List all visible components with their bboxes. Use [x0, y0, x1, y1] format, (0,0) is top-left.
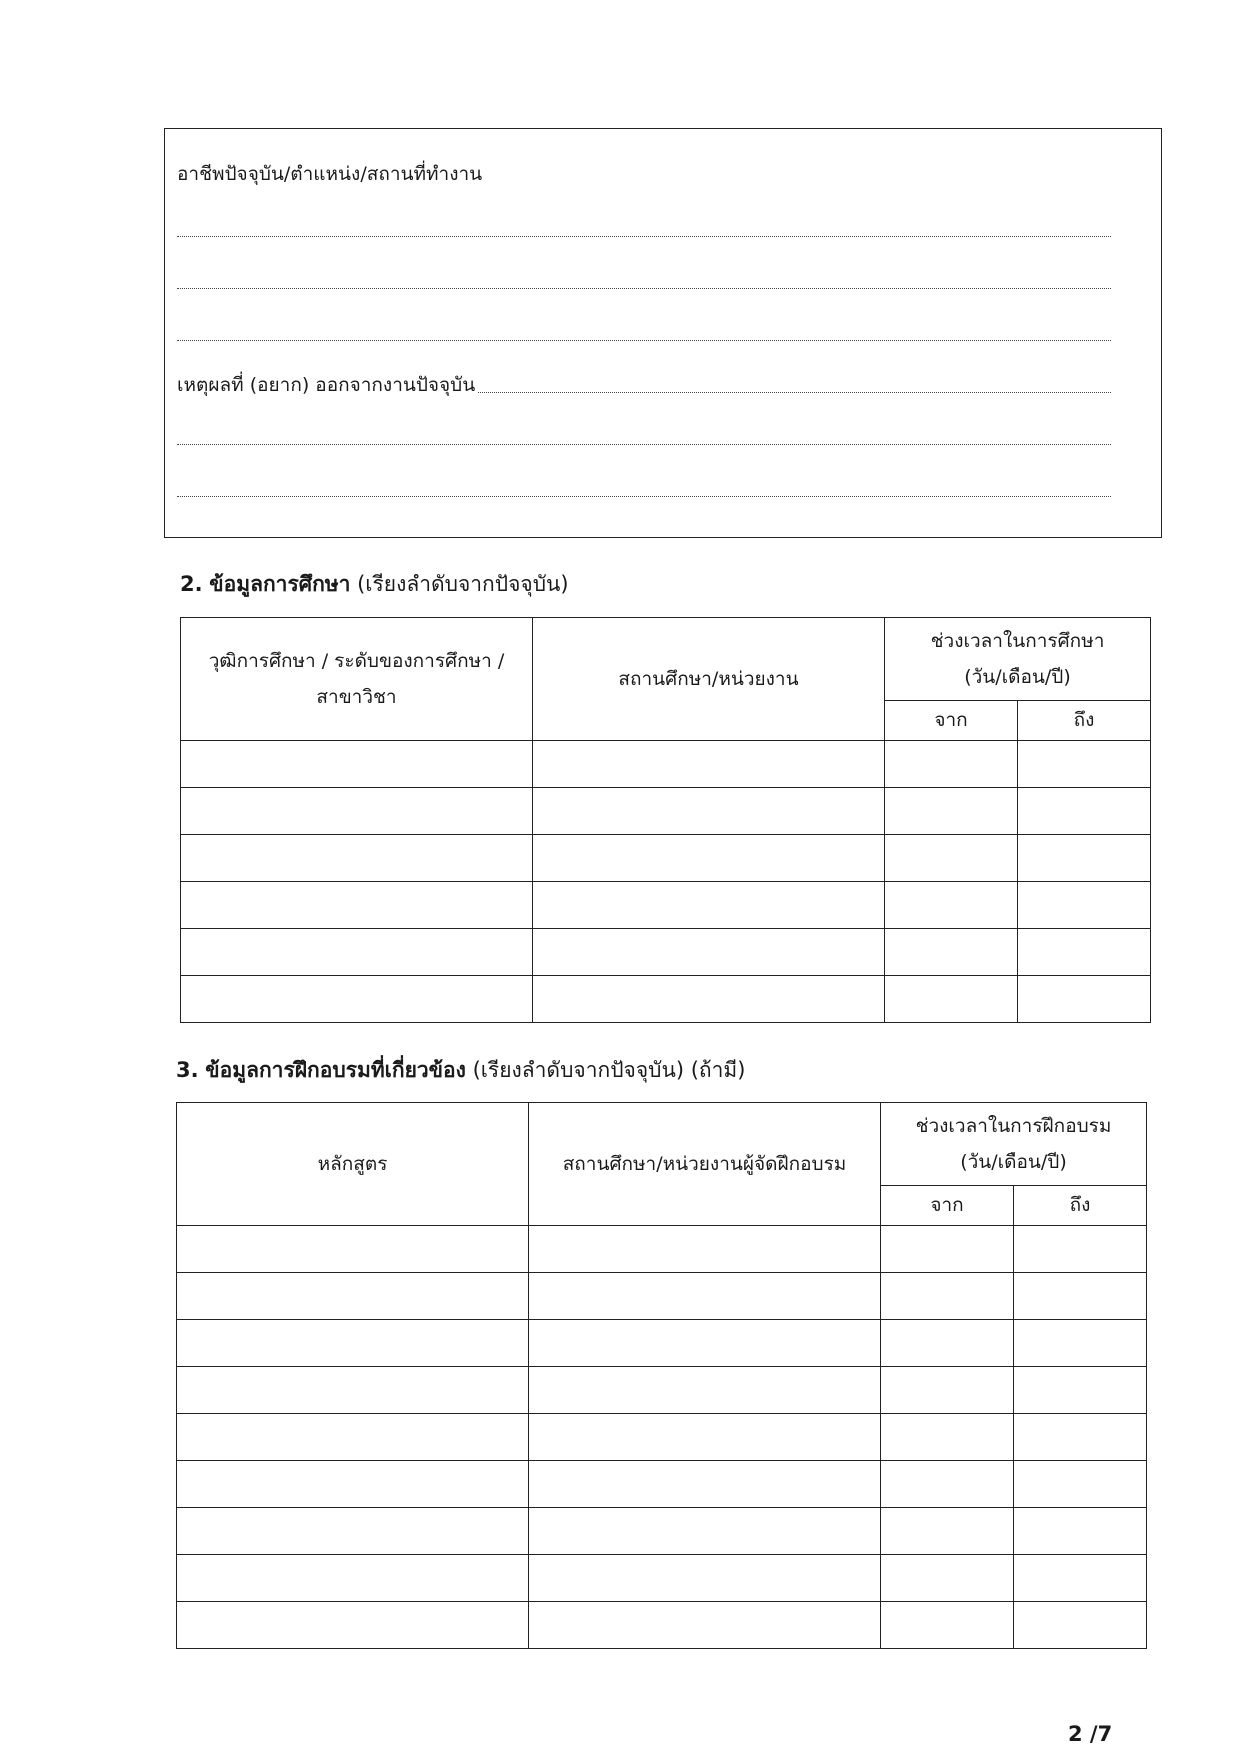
table-cell[interactable]	[533, 929, 885, 976]
table-cell[interactable]	[1014, 1461, 1147, 1508]
table-row	[181, 882, 1151, 929]
table-cell[interactable]	[529, 1602, 881, 1649]
table-cell[interactable]	[1018, 929, 1151, 976]
section-title-note: (เรียงลำดับจากปัจจุบัน)	[350, 572, 569, 596]
table-cell[interactable]	[529, 1414, 881, 1461]
table-cell[interactable]	[881, 1461, 1014, 1508]
from-header: จาก	[881, 1186, 1014, 1226]
table-cell[interactable]	[1014, 1508, 1147, 1555]
table-row	[177, 1273, 1147, 1320]
section-number: 3.	[176, 1058, 199, 1082]
table-cell[interactable]	[1014, 1414, 1147, 1461]
table-cell[interactable]	[885, 835, 1018, 882]
training-section-title	[176, 1054, 745, 1087]
table-row	[177, 1508, 1147, 1555]
to-header: ถึง	[1018, 701, 1151, 741]
table-cell[interactable]	[881, 1414, 1014, 1461]
table-cell[interactable]	[881, 1226, 1014, 1273]
table-row	[177, 1367, 1147, 1414]
degree-header: วุฒิการศึกษา / ระดับของการศึกษา / สาขาวิชา	[181, 618, 533, 741]
table-cell[interactable]	[177, 1320, 529, 1367]
table-cell[interactable]	[1014, 1602, 1147, 1649]
table-cell[interactable]	[1014, 1273, 1147, 1320]
table-cell[interactable]	[529, 1461, 881, 1508]
occupation-label: อาชีพปัจจุบัน/ตำแหน่ง/สถานที่ทำงาน	[177, 159, 484, 189]
reason-line-3[interactable]	[177, 496, 1111, 497]
table-cell[interactable]	[885, 976, 1018, 1023]
table-cell[interactable]	[881, 1602, 1014, 1649]
table-cell[interactable]	[181, 741, 533, 788]
table-cell[interactable]	[181, 882, 533, 929]
from-header: จาก	[885, 701, 1018, 741]
table-cell[interactable]	[885, 788, 1018, 835]
table-cell[interactable]	[181, 835, 533, 882]
table-cell[interactable]	[529, 1273, 881, 1320]
table-row	[181, 788, 1151, 835]
table-cell[interactable]	[1018, 788, 1151, 835]
table-cell[interactable]	[881, 1508, 1014, 1555]
table-cell[interactable]	[533, 882, 885, 929]
period-header	[881, 1103, 1147, 1186]
reason-line-2[interactable]	[177, 444, 1111, 445]
course-header: หลักสูตร	[177, 1103, 529, 1226]
table-cell[interactable]	[533, 741, 885, 788]
table-cell[interactable]	[181, 929, 533, 976]
table-cell[interactable]	[885, 882, 1018, 929]
section-number: 2.	[180, 572, 203, 596]
table-cell[interactable]	[885, 741, 1018, 788]
table-cell[interactable]	[177, 1555, 529, 1602]
table-cell[interactable]	[177, 1602, 529, 1649]
education-section-title	[180, 568, 569, 601]
institution-header: สถานศึกษา/หน่วยงานผู้จัดฝึกอบรม	[529, 1103, 881, 1226]
period-header-line2: (วัน/เดือน/ปี)	[960, 1151, 1067, 1173]
table-cell[interactable]	[529, 1555, 881, 1602]
occupation-line-2[interactable]	[177, 288, 1111, 289]
section-title-note: (เรียงลำดับจากปัจจุบัน) (ถ้ามี)	[465, 1058, 746, 1082]
table-cell[interactable]	[529, 1226, 881, 1273]
page-number: 2 /7	[1068, 1722, 1113, 1746]
training-table	[176, 1102, 1147, 1649]
institution-header: สถานศึกษา/หน่วยงาน	[533, 618, 885, 741]
table-cell[interactable]	[533, 835, 885, 882]
table-cell[interactable]	[177, 1367, 529, 1414]
table-row	[181, 929, 1151, 976]
table-row	[181, 741, 1151, 788]
table-cell[interactable]	[529, 1367, 881, 1414]
section-title-bold: ข้อมูลการศึกษา	[209, 572, 351, 596]
work-info-box	[164, 128, 1162, 538]
occupation-line-3[interactable]	[177, 340, 1111, 341]
period-header-line1: ช่วงเวลาในการศึกษา	[930, 629, 1105, 652]
period-header-line2: (วัน/เดือน/ปี)	[964, 666, 1071, 688]
table-cell[interactable]	[1018, 741, 1151, 788]
table-row	[181, 835, 1151, 882]
occupation-line-1[interactable]	[177, 236, 1111, 237]
table-cell[interactable]	[1014, 1367, 1147, 1414]
table-cell[interactable]	[529, 1508, 881, 1555]
period-header	[885, 618, 1151, 701]
table-cell[interactable]	[181, 976, 533, 1023]
period-header-line1: ช่วงเวลาในการฝึกอบรม	[915, 1114, 1112, 1137]
table-cell[interactable]	[1014, 1320, 1147, 1367]
table-cell[interactable]	[177, 1461, 529, 1508]
table-cell[interactable]	[533, 788, 885, 835]
table-cell[interactable]	[177, 1226, 529, 1273]
table-row	[177, 1320, 1147, 1367]
section-title-bold: ข้อมูลการฝึกอบรมที่เกี่ยวข้อง	[205, 1058, 466, 1082]
table-cell[interactable]	[881, 1320, 1014, 1367]
table-row	[177, 1414, 1147, 1461]
table-row	[181, 976, 1151, 1023]
to-header: ถึง	[1014, 1186, 1147, 1226]
table-cell[interactable]	[1014, 1226, 1147, 1273]
table-row	[177, 1461, 1147, 1508]
education-table	[180, 617, 1151, 1023]
reason-label: เหตุผลที่ (อยาก) ออกจากงานปัจจุบัน	[177, 370, 477, 400]
table-cell[interactable]	[177, 1414, 529, 1461]
table-cell[interactable]	[885, 929, 1018, 976]
table-cell[interactable]	[181, 788, 533, 835]
table-cell[interactable]	[529, 1320, 881, 1367]
table-cell[interactable]	[881, 1367, 1014, 1414]
table-cell[interactable]	[177, 1273, 529, 1320]
table-row	[177, 1602, 1147, 1649]
table-cell[interactable]	[1018, 882, 1151, 929]
table-cell[interactable]	[1018, 976, 1151, 1023]
table-cell[interactable]	[881, 1273, 1014, 1320]
table-cell[interactable]	[1014, 1555, 1147, 1602]
table-row	[177, 1226, 1147, 1273]
table-cell[interactable]	[533, 976, 885, 1023]
table-cell[interactable]	[1018, 835, 1151, 882]
table-cell[interactable]	[177, 1508, 529, 1555]
table-cell[interactable]	[881, 1555, 1014, 1602]
table-row	[177, 1555, 1147, 1602]
